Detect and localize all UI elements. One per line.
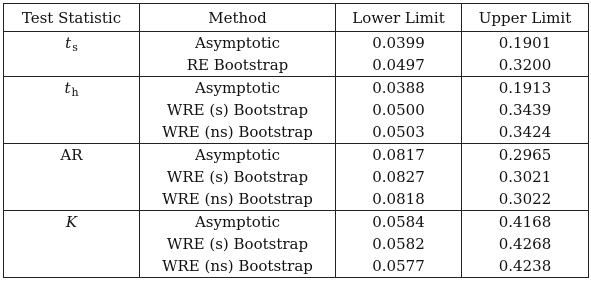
method-cell: WRE (ns) Bootstrap — [140, 255, 336, 278]
upper-limit-cell: 0.2965 — [462, 144, 589, 167]
method-cell: WRE (ns) Bootstrap — [140, 121, 336, 144]
upper-limit-cell: 0.1901 — [462, 32, 589, 55]
upper-limit-cell: 0.3439 — [462, 99, 589, 121]
lower-limit-cell: 0.0827 — [336, 166, 462, 188]
lower-limit-cell: 0.0497 — [336, 54, 462, 77]
upper-limit-cell: 0.3200 — [462, 54, 589, 77]
lower-limit-cell: 0.0584 — [336, 211, 462, 234]
lower-limit-cell: 0.0582 — [336, 233, 462, 255]
header-method: Method — [140, 4, 336, 32]
lower-limit-cell: 0.0817 — [336, 144, 462, 167]
lower-limit-cell: 0.0399 — [336, 32, 462, 55]
method-cell: Asymptotic — [140, 211, 336, 234]
table-body — [4, 32, 589, 278]
lower-limit-cell: 0.0503 — [336, 121, 462, 144]
upper-limit-cell: 0.1913 — [462, 77, 589, 100]
upper-limit-cell: 0.4238 — [462, 255, 589, 278]
upper-limit-cell: 0.4168 — [462, 211, 589, 234]
method-cell: WRE (s) Bootstrap — [140, 99, 336, 121]
method-cell: Asymptotic — [140, 77, 336, 100]
method-cell: WRE (s) Bootstrap — [140, 233, 336, 255]
table-row — [4, 77, 589, 100]
test-statistic-symbol: t — [64, 79, 71, 97]
table-row — [4, 211, 589, 234]
test-statistic-symbol: K — [65, 213, 78, 231]
lower-limit-cell: 0.0818 — [336, 188, 462, 211]
header-test-statistic: Test Statistic — [4, 4, 140, 32]
test-statistic-cell — [4, 144, 140, 211]
upper-limit-cell: 0.3021 — [462, 166, 589, 188]
method-cell: Asymptotic — [140, 32, 336, 55]
test-statistic-symbol: AR — [60, 146, 83, 164]
method-cell: WRE (s) Bootstrap — [140, 166, 336, 188]
table-row — [4, 32, 589, 55]
header-row — [4, 4, 589, 32]
lower-limit-cell: 0.0577 — [336, 255, 462, 278]
test-statistic-subscript: h — [71, 86, 79, 99]
method-cell: Asymptotic — [140, 144, 336, 167]
test-statistic-subscript: s — [72, 41, 78, 54]
test-statistic-cell — [4, 77, 140, 144]
table-row — [4, 144, 589, 167]
confidence-limits-table — [3, 3, 589, 278]
lower-limit-cell: 0.0500 — [336, 99, 462, 121]
upper-limit-cell: 0.3022 — [462, 188, 589, 211]
header-lower-limit: Lower Limit — [336, 4, 462, 32]
upper-limit-cell: 0.3424 — [462, 121, 589, 144]
header-upper-limit: Upper Limit — [462, 4, 589, 32]
test-statistic-cell — [4, 32, 140, 77]
method-cell: WRE (ns) Bootstrap — [140, 188, 336, 211]
lower-limit-cell: 0.0388 — [336, 77, 462, 100]
test-statistic-cell — [4, 211, 140, 278]
upper-limit-cell: 0.4268 — [462, 233, 589, 255]
test-statistic-symbol: t — [65, 34, 72, 52]
method-cell: RE Bootstrap — [140, 54, 336, 77]
